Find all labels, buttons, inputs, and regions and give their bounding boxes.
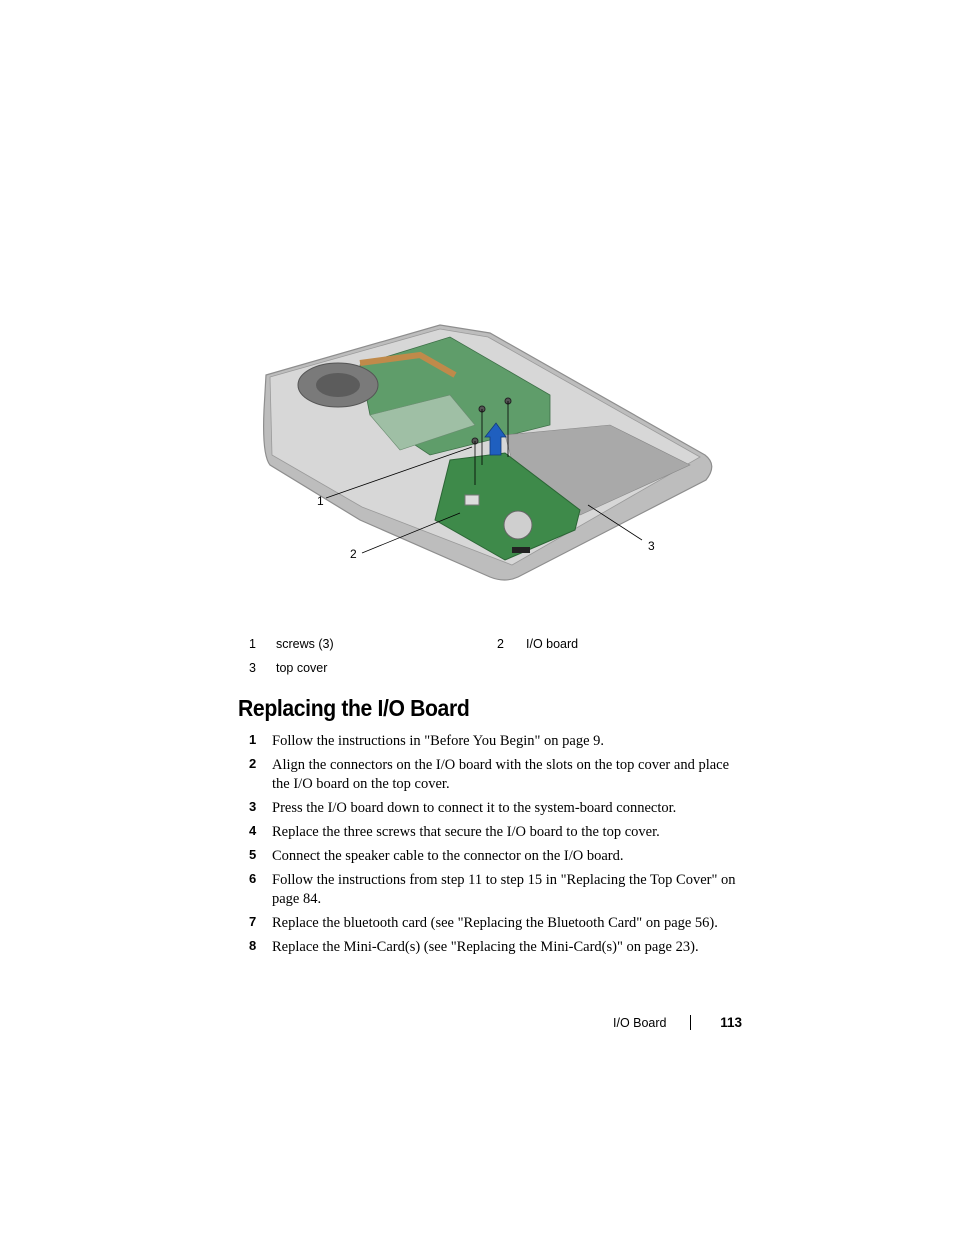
io-board-illustration [250, 315, 730, 585]
step-text: Align the connectors on the I/O board with the slots on the top cover and place the I/O board on the top cover. [272, 757, 730, 792]
step-number: 8 [249, 938, 257, 953]
step-item [249, 823, 739, 842]
legend-number: 1 [249, 637, 256, 651]
page-number: 113 [720, 1015, 742, 1030]
procedure-steps [249, 732, 739, 962]
step-text: Replace the three screws that secure the I/O board to the top cover. [272, 824, 660, 840]
step-number: 2 [249, 756, 257, 771]
footer-section-name: I/O Board [613, 1016, 667, 1030]
callout-1: 1 [317, 494, 324, 508]
callout-2: 2 [350, 547, 357, 561]
step-text: Connect the speaker cable to the connector on the I/O board. [272, 848, 624, 864]
legend-label: top cover [276, 661, 328, 675]
step-item [249, 847, 739, 866]
step-text: Press the I/O board down to connect it to the system-board connector. [272, 800, 677, 816]
step-number: 7 [249, 914, 257, 929]
legend-label: screws (3) [276, 637, 334, 651]
legend-label: I/O board [526, 637, 579, 651]
legend-number: 3 [249, 661, 256, 675]
step-item [249, 938, 739, 957]
step-number: 1 [249, 732, 257, 747]
step-number: 4 [249, 823, 257, 838]
step-item [249, 914, 739, 933]
step-item [249, 871, 739, 909]
step-number: 3 [249, 799, 257, 814]
figure-legend [249, 637, 749, 685]
step-item [249, 756, 739, 794]
step-text: Follow the instructions in "Before You Begin" on page 9. [272, 733, 605, 749]
step-number: 6 [249, 871, 257, 886]
step-item [249, 732, 739, 751]
legend-number: 2 [497, 637, 504, 651]
page-footer [600, 1015, 742, 1035]
legend-row [249, 661, 749, 685]
section-heading: Replacing the I/O Board [238, 695, 470, 721]
step-item [249, 799, 739, 818]
footer-divider [690, 1015, 691, 1030]
step-text: Replace the bluetooth card (see "Replacing the Bluetooth Card" on page 56). [272, 915, 718, 931]
step-number: 5 [249, 847, 257, 862]
callout-3: 3 [648, 539, 655, 553]
step-text: Replace the Mini-Card(s) (see "Replacing the Mini-Card(s)" on page 23). [272, 939, 699, 955]
step-text: Follow the instructions from step 11 to step 15 in "Replacing the Top Cover" on page 84. [272, 872, 736, 907]
legend-row [249, 637, 749, 661]
